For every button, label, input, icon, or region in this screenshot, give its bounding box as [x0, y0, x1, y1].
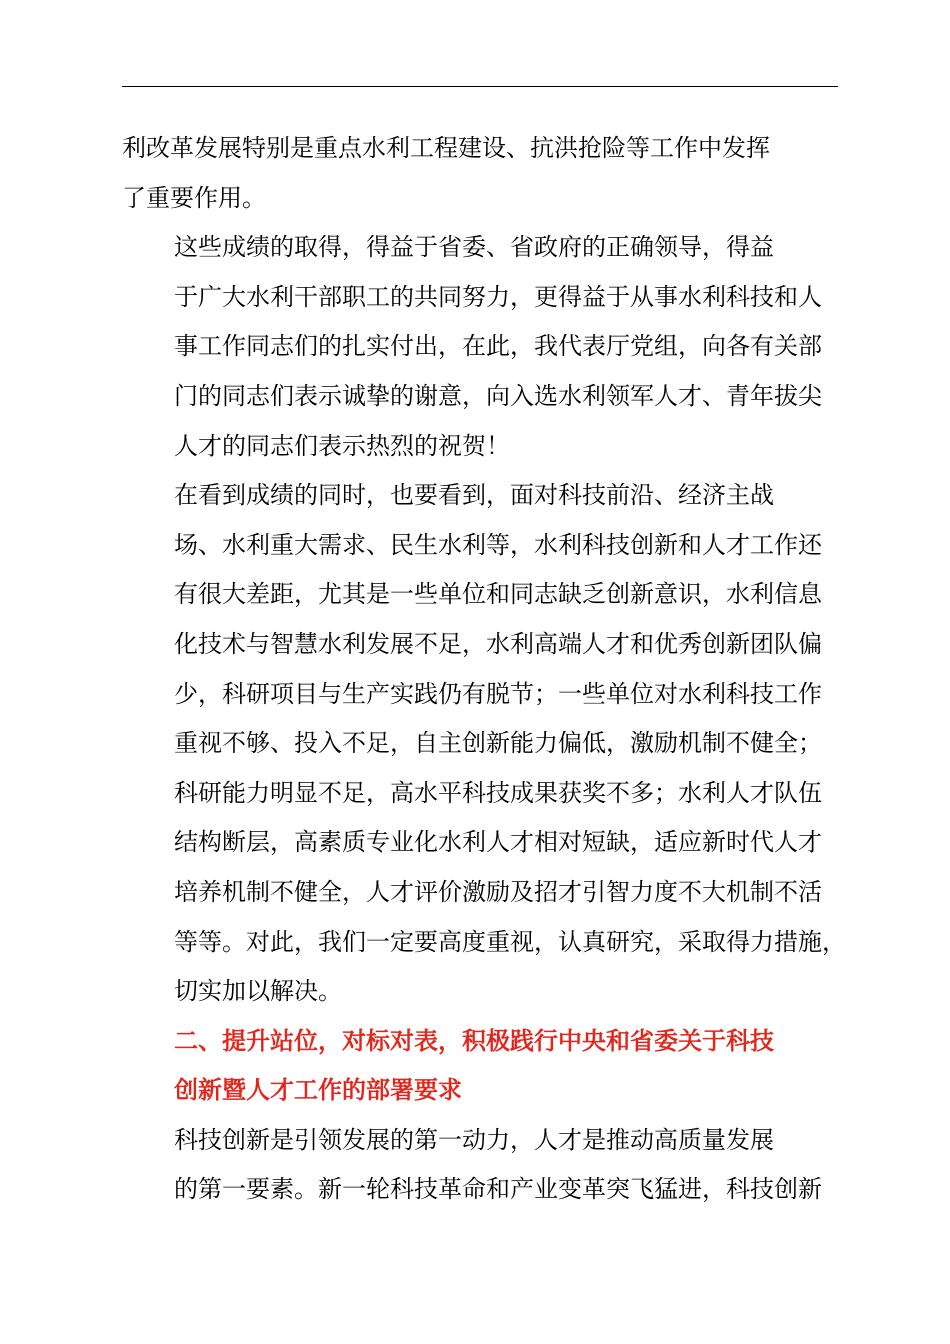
text-line: 等等。对此，我们一定要高度重视，认真研究，采取得力措施，: [174, 927, 846, 956]
text-line: 这些成绩的取得，得益于省委、省政府的正确领导，得益: [174, 233, 774, 262]
text-line: 利改革发展特别是重点水利工程建设、抗洪抢险等工作中发挥: [122, 134, 770, 162]
text-line: 结构断层，高素质专业化水利人才相对短缺，适应新时代人才: [174, 828, 822, 857]
text-line: 事工作同志们的扎实付出，在此，我代表厅党组，向各有关部: [174, 332, 822, 361]
text-line: 于广大水利干部职工的共同努力，更得益于从事水利科技和人: [174, 282, 822, 311]
header-rule: [122, 86, 838, 87]
text-line: 科研能力明显不足，高水平科技成果获奖不多；水利人才队伍: [174, 778, 822, 807]
text-line: 门的同志们表示诚挚的谢意，向入选水利领军人才、青年拔尖: [174, 381, 822, 410]
paragraph-innovation: [122, 1116, 862, 1215]
paragraph-continuation: [122, 124, 862, 223]
section-heading: [122, 1017, 862, 1116]
heading-line: 创新暨人才工作的部署要求: [174, 1076, 462, 1105]
heading-line: 二、提升站位，对标对表，积极践行中央和省委关于科技: [174, 1026, 774, 1055]
text-line: 场、水利重大需求、民生水利等，水利科技创新和人才工作还: [174, 530, 822, 559]
paragraph-achievements: [122, 223, 862, 471]
text-line: 切实加以解决。: [174, 977, 342, 1006]
text-line: 培养机制不健全，人才评价激励及招才引智力度不大机制不活: [174, 877, 822, 906]
text-line: 人才的同志们表示热烈的祝贺！: [174, 431, 510, 460]
text-line: 重视不够、投入不足，自主创新能力偏低，激励机制不健全；: [174, 729, 822, 758]
text-line: 的第一要素。新一轮科技革命和产业变革突飞猛进，科技创新: [174, 1175, 822, 1204]
text-line: 了重要作用。: [122, 183, 266, 212]
text-line: 在看到成绩的同时，也要看到，面对科技前沿、经济主战: [174, 481, 774, 510]
document-body: [122, 124, 862, 1215]
paragraph-shortcomings: [122, 471, 862, 1017]
text-line: 少，科研项目与生产实践仍有脱节；一些单位对水利科技工作: [174, 679, 822, 708]
text-line: 化技术与智慧水利发展不足，水利高端人才和优秀创新团队偏: [174, 629, 822, 658]
text-line: 有很大差距，尤其是一些单位和同志缺乏创新意识，水利信息: [174, 580, 822, 609]
text-line: 科技创新是引领发展的第一动力，人才是推动高质量发展: [174, 1125, 774, 1154]
